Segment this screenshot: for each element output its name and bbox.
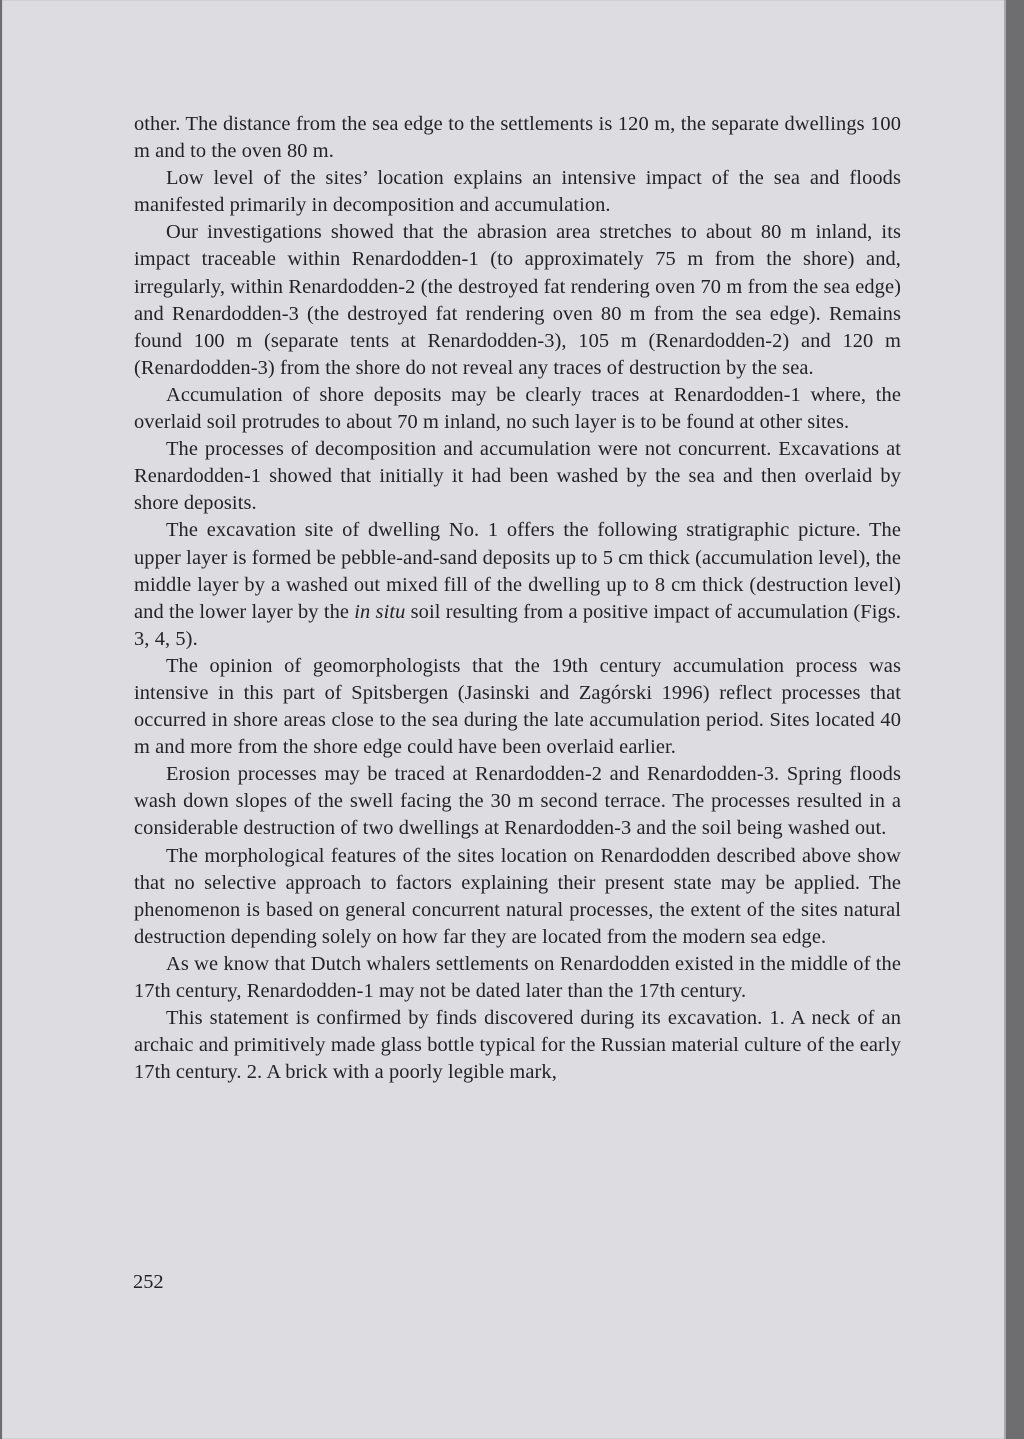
paragraph-11: This statement is confirmed by finds discovered during its excavation. 1. A neck of an archaic and primitively made glass bottle typical for the Russian material culture of the early 17th century. 2. A brick with a poorly legible mark,	[134, 1007, 901, 1084]
paragraph-1: other. The distance from the sea edge to the settlements is 120 m, the separate dwellings 100 m and to the oven 80 m.	[134, 113, 901, 163]
paragraph-6-italic-term: in situ	[354, 600, 406, 623]
paragraph-3: Our investigations showed that the abrasion area stretches to about 80 m inland, its impact traceable within Renardodden-1 (to approximately 75 m from the shore) and, irregularly, within Renardodden-2 (the destroyed fat rendering oven 70 m from the sea edge) and Renardodden-3 (the destroyed fat rendering oven 80 m from the sea edge). Remains found 100 m (separate tents at Renardodden-3), 105 m (Renardodden-2) and 120 m (Renardodden-3) from the shore do not reveal any traces of destruction by the sea.	[134, 221, 901, 379]
paragraph-9: The morphological features of the sites location on Renardodden described above show that no selective approach to factors explaining their present state may be applied. The phenomenon is based on general concurrent natural processes, the extent of the sites natural destruction depending solely on how far they are located from the modern sea edge.	[134, 844, 901, 948]
paragraph-7: The opinion of geomorphologists that the 19th century accumulation process was intensive in this part of Spitsbergen (Jasinski and Zagórski 1996) reflect processes that occurred in shore areas close to the sea during the late accumulation period. Sites located 40 m and more from the shore edge could have been overlaid earlier.	[134, 654, 901, 759]
body-text	[134, 111, 901, 1086]
page-number: 252	[133, 1271, 164, 1293]
paragraph-6-text-after: soil resulting from a positive impact of accumulation (Figs. 3, 4, 5).	[134, 600, 902, 650]
paragraph-5: The processes of decomposition and accumulation were not concurrent. Excavations at Renardodden-1 showed that initially it had been washed by the sea and then overlaid by shore deposits.	[134, 438, 901, 515]
paragraph-2: Low level of the sites’ location explains an intensive impact of the sea and floods manifested primarily in decomposition and accumulation.	[134, 167, 901, 217]
paragraph-8: Erosion processes may be traced at Renardodden-2 and Renardodden-3. Spring floods wash down slopes of the swell facing the 30 m second terrace. The processes resulted in a considerable destruction of two dwellings at Renardodden-3 and the soil being washed out.	[134, 763, 901, 840]
paragraph-4: Accumulation of shore deposits may be clearly traces at Renardodden-1 where, the overlaid soil protrudes to about 70 m inland, no such layer is to be found at other sites.	[134, 383, 901, 434]
paragraph-10: As we know that Dutch whalers settlements on Renardodden existed in the middle of the 17th century, Renardodden-1 may not be dated later than the 17th century.	[134, 952, 901, 1002]
document-page	[2, 0, 1006, 1439]
paragraph-6	[134, 517, 901, 652]
paragraph-6-text-before: The excavation site of dwelling No. 1 offers the following stratigraphic picture. The upper layer is formed be pebble-and-sand deposits up to 5 cm thick (accumulation level), the middle layer by a washed out mixed fill of the dwelling up to 8 cm thick (destruction level) and the lower layer by the	[134, 519, 901, 623]
